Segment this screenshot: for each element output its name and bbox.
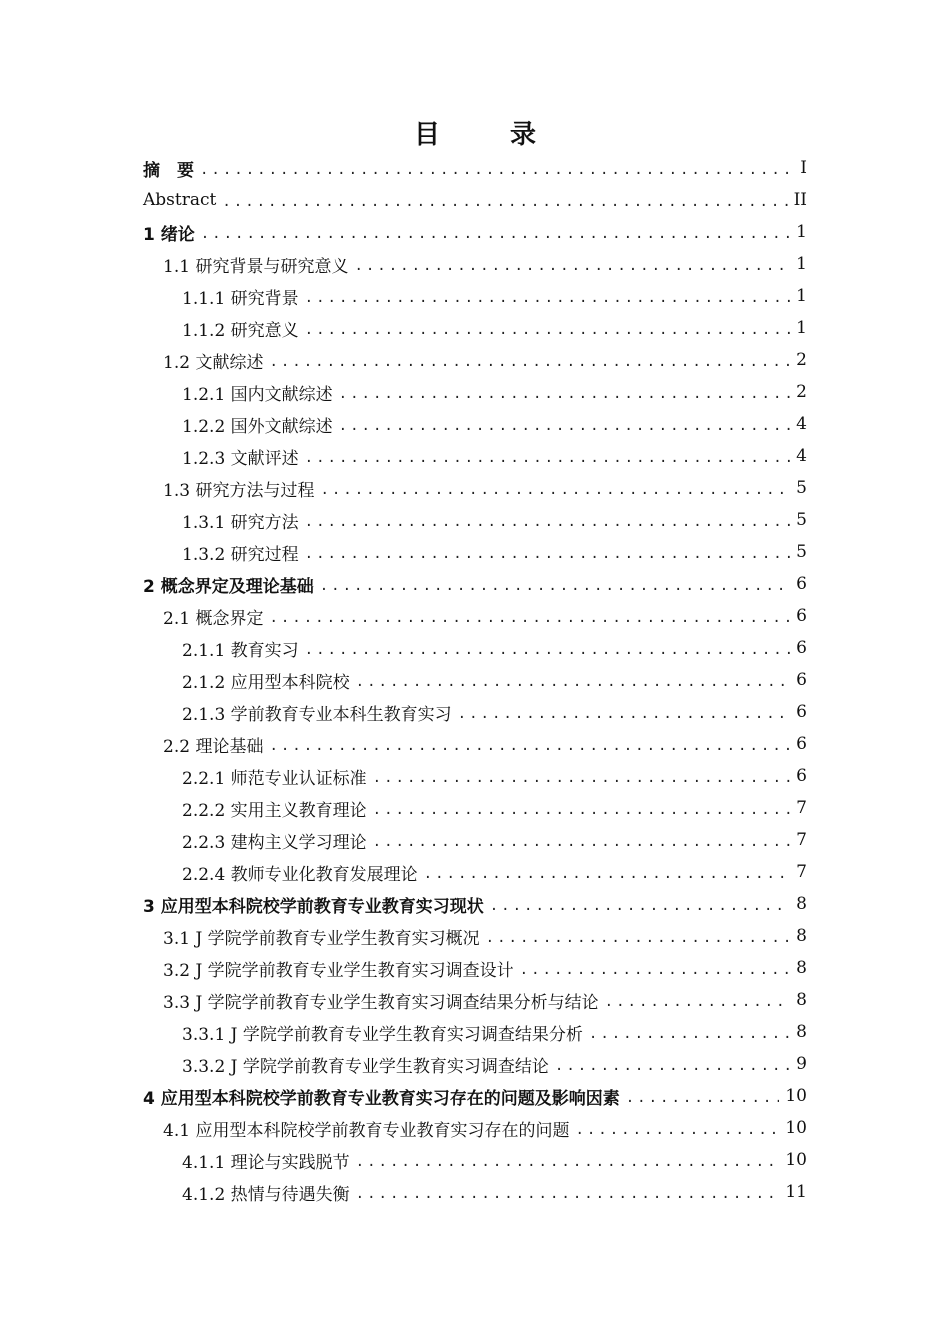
dot-leader [305,291,791,306]
toc-entry-page: 8 [796,990,807,1010]
dot-leader [201,227,790,242]
toc-entry-page: 6 [796,670,807,690]
toc-entry-page: 9 [796,1054,807,1074]
toc-entry-label: 1.2.3 文献评述 [182,448,299,469]
toc-entry-page: 7 [796,798,807,818]
dot-leader [589,1027,790,1042]
dot-leader [320,579,790,594]
toc-entry[interactable] [143,984,807,1016]
toc-entry-label: 1.2 文献综述 [163,352,264,373]
toc-entry[interactable] [143,856,807,888]
toc-entry[interactable] [143,152,807,184]
dot-leader [320,483,790,498]
toc-entry[interactable] [143,184,807,216]
toc-entry[interactable] [143,1016,807,1048]
toc-entry-label: 摘 要 [143,160,194,181]
dot-leader [605,995,791,1010]
toc-entry-label: 3.1 J 学院学前教育专业学生教育实习概况 [163,928,480,949]
toc-entry[interactable] [143,1112,807,1144]
toc-entry-label: 2 概念界定及理论基础 [143,576,314,597]
toc-entry-label: 2.2.3 建构主义学习理论 [182,832,367,853]
dot-leader [424,867,791,882]
toc-entry[interactable] [143,312,807,344]
toc-entry-page: 8 [796,926,807,946]
dot-leader [269,739,790,754]
toc-entry[interactable] [143,600,807,632]
toc-entry-label: 1.1 研究背景与研究意义 [163,256,349,277]
toc-entry-label: 1.3 研究方法与过程 [163,480,315,501]
toc-entry[interactable] [143,888,807,920]
dot-leader [356,1155,780,1170]
dot-leader [575,1123,779,1138]
toc-entry[interactable] [143,344,807,376]
toc-entry[interactable] [143,248,807,280]
toc-title: 目 录 [413,120,558,150]
toc-entry-page: 7 [796,830,807,850]
toc-entry-label: 4.1 应用型本科院校学前教育专业教育实习存在的问题 [163,1120,570,1141]
toc-entry-page: 6 [796,606,807,626]
dot-leader [373,771,791,786]
toc-entry-page: 2 [796,350,807,370]
toc-entry-label: 1.3.2 研究过程 [182,544,299,565]
toc-entry-page: 5 [796,510,807,530]
toc-entry[interactable] [143,408,807,440]
toc-entry-label: 1.2.1 国内文献综述 [182,384,333,405]
toc-entry-page: 10 [785,1086,807,1106]
toc-entry-label: 3.2 J 学院学前教育专业学生教育实习调查设计 [163,960,514,981]
toc-entry[interactable] [143,472,807,504]
toc-entry-page: 6 [796,734,807,754]
dot-leader [339,419,791,434]
dot-leader [269,355,790,370]
toc-entry-page: 11 [785,1182,807,1202]
dot-leader [269,611,790,626]
toc-entry-label: 1.3.1 研究方法 [182,512,299,533]
dot-leader [486,931,791,946]
dot-leader [373,803,791,818]
table-of-contents [143,152,807,1208]
toc-entry[interactable] [143,952,807,984]
toc-entry-label: Abstract [143,190,217,210]
toc-entry-page: II [793,190,807,210]
toc-entry-page: 8 [796,958,807,978]
dot-leader [354,259,790,274]
toc-entry-page: 4 [796,446,807,466]
toc-entry[interactable] [143,1048,807,1080]
toc-entry[interactable] [143,1176,807,1208]
toc-entry[interactable] [143,1144,807,1176]
toc-entry-label: 2.2.2 实用主义教育理论 [182,800,367,821]
toc-entry-label: 2.2.4 教师专业化教育发展理论 [182,864,418,885]
toc-entry[interactable] [143,664,807,696]
dot-leader [458,707,791,722]
dot-leader [356,1187,780,1202]
toc-entry-page: 6 [796,702,807,722]
toc-entry-page: 10 [785,1150,807,1170]
toc-entry-label: 1.1.2 研究意义 [182,320,299,341]
toc-entry-label: 1.2.2 国外文献综述 [182,416,333,437]
toc-entry[interactable] [143,632,807,664]
dot-leader [305,323,791,338]
toc-entry[interactable] [143,504,807,536]
toc-entry-page: 2 [796,382,807,402]
toc-entry-label: 2.2 理论基础 [163,736,264,757]
toc-entry-label: 4 应用型本科院校学前教育专业教育实习存在的问题及影响因素 [143,1088,620,1109]
dot-leader [520,963,791,978]
dot-leader [305,515,791,530]
toc-entry-label: 1 绪论 [143,224,195,245]
toc-entry[interactable] [143,728,807,760]
toc-entry-label: 2.1.3 学前教育专业本科生教育实习 [182,704,452,725]
toc-entry[interactable] [143,440,807,472]
toc-entry-page: 1 [796,254,807,274]
dot-leader [200,163,791,178]
dot-leader [222,195,787,210]
toc-entry-page: 10 [785,1118,807,1138]
toc-entry-label: 4.1.2 热情与待遇失衡 [182,1184,350,1205]
toc-entry-page: 4 [796,414,807,434]
toc-entry-label: 3.3.1 J 学院学前教育专业学生教育实习调查结果分析 [182,1024,583,1045]
dot-leader [373,835,791,850]
toc-entry-page: 5 [796,478,807,498]
toc-entry-label: 2.2.1 师范专业认证标准 [182,768,367,789]
toc-entry-page: 8 [796,894,807,914]
toc-entry-page: 6 [796,638,807,658]
dot-leader [490,899,790,914]
dot-leader [626,1091,780,1106]
toc-entry[interactable] [143,920,807,952]
toc-entry[interactable] [143,536,807,568]
dot-leader [305,643,791,658]
toc-entry[interactable] [143,1080,807,1112]
toc-entry[interactable] [143,792,807,824]
dot-leader [339,387,791,402]
toc-entry[interactable] [143,376,807,408]
toc-entry[interactable] [143,280,807,312]
dot-leader [305,547,791,562]
toc-entry-page: 6 [796,574,807,594]
toc-entry-page: 8 [796,1022,807,1042]
toc-entry-page: 7 [796,862,807,882]
toc-entry-label: 3.3 J 学院学前教育专业学生教育实习调查结果分析与结论 [163,992,599,1013]
toc-entry-page: 1 [796,318,807,338]
dot-leader [356,675,791,690]
toc-entry-page: 1 [796,286,807,306]
dot-leader [305,451,791,466]
toc-entry[interactable] [143,696,807,728]
toc-entry-page: I [800,158,807,178]
toc-entry-label: 2.1 概念界定 [163,608,264,629]
toc-entry-page: 6 [796,766,807,786]
toc-entry[interactable] [143,568,807,600]
toc-entry-page: 5 [796,542,807,562]
toc-entry-page: 1 [796,222,807,242]
toc-entry[interactable] [143,216,807,248]
toc-entry-label: 3 应用型本科院校学前教育专业教育实习现状 [143,896,484,917]
toc-entry-label: 4.1.1 理论与实践脱节 [182,1152,350,1173]
toc-entry-label: 1.1.1 研究背景 [182,288,299,309]
toc-entry-label: 2.1.2 应用型本科院校 [182,672,350,693]
toc-entry-label: 2.1.1 教育实习 [182,640,299,661]
toc-entry[interactable] [143,824,807,856]
toc-entry-label: 3.3.2 J 学院学前教育专业学生教育实习调查结论 [182,1056,549,1077]
toc-entry[interactable] [143,760,807,792]
dot-leader [555,1059,790,1074]
